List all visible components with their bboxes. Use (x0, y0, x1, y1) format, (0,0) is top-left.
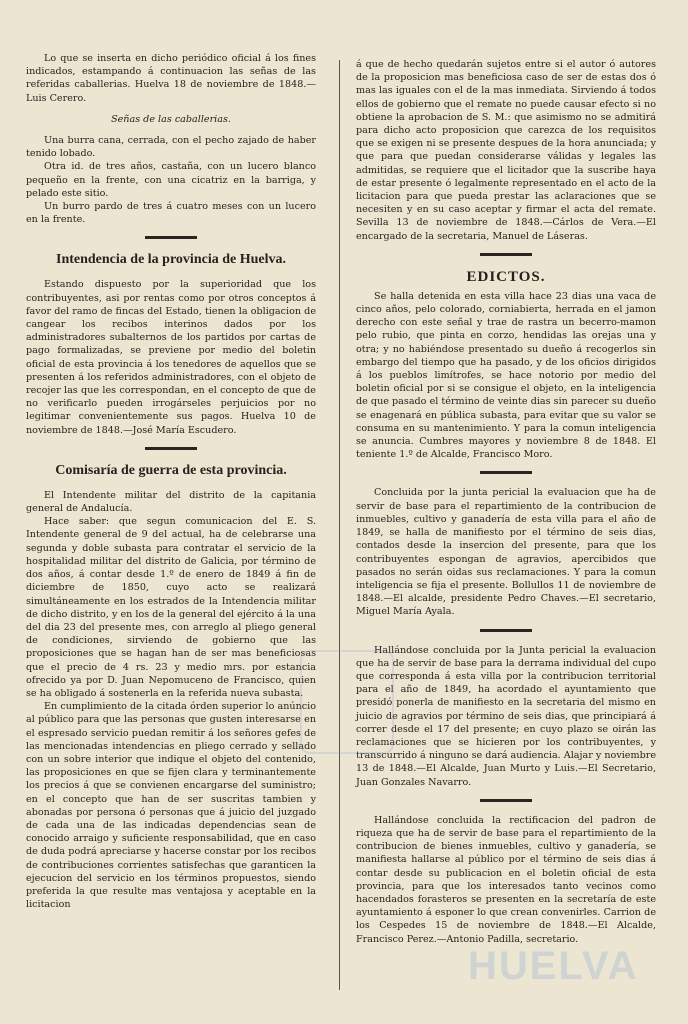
comisaria-heading: Comisaría de guerra de esta provincia. (55, 462, 287, 478)
intro-paragraph: Lo que se inserta en dicho periódico oficial á los fines indicados, estampando á continuacion las señas de las referidas caballerias. Huelva 18 de noviembre de 1848.—Luis Cerero. (26, 53, 316, 104)
watermark-text: HUELVA (468, 944, 639, 988)
section-divider (480, 629, 532, 632)
section-divider (480, 799, 532, 802)
continuation-paragraph: á que de hecho quedarán sujetos entre si el autor ó autores de la proposicion mas beneficiosa caso de ser de estas dos ó mas las iguales con el de la mas inmediata. Sirviendo á todos ellos de gobierno que el remate no puede causar efecto si no obtiene la aprobacion de S. M.: que asimismo no se admitirá para dicho acto proposicion que carezca de los requisitos que se exigen ni se presente despues de la hora anunciada; y que para que puedan considerarse válidas y legales las admitidas, se requiere que el licitador que la suscribe haya de estar presente ó legalmente representado en el acto de la licitacion para que pueda prestar las aclaraciones que se necesiten y en su caso aceptar y firmar el acta del remate. Sevilla 13 de noviembre de 1848.—Cárlos de Vera.—El encargado de la secretaria, Manuel de Láseras. (356, 59, 656, 242)
cumplimiento-notice: En cumplimiento de la citada órden superior lo anúncio al público para que las personas que gusten interesarse en el espresado servicio puedan remitir á los señores gefes de las mencionadas intendencias en pliego cerrado y sellado con un sobre interior que indique el objeto del contenido, las proposiciones en que se fijen clara y terminantemente los precios á que se convienen encargarse del suministro; en el concepto que han de ser suscritas tambien y abonadas por persona ó personas que á juicio del juzgado de cada una de las indicadas dependencias sean de conocido arraigo y suficiente responsabilidad, que en caso de duda podrá apreciarse y hacerse constar por los recibos de contribuciones corrientes satisfechas que garanticen la ejecucion del servicio en los términos propuestos, siendo preferida la que resulte mas ventajosa y aceptable en la licitacion (26, 701, 316, 911)
right-column (356, 58, 656, 946)
bollullos-edict: Concluida por la junta pericial la evaluacion que ha de servir de base para el repartimiento de la contribucion de inmuebles, cultivo y ganadería de esta villa para el año de 1849, se halla de manifiesto por el término de seis dias, contados desde la insercion del presente, para que los contribuyentes espongan de agravios, apercibidos que pasados no serán oidas sus reclamaciones. Y para la comun inteligencia se fija el presente. Bollullos 11 de noviembre de 1848.—El alcalde, presidente Pedro Chaves.—El secretario, Miguel María Ayala. (356, 487, 656, 618)
section-divider (145, 236, 197, 239)
watermark-seal (300, 650, 394, 754)
subasta-notice: Hace saber: que segun comunicacion del E. S. Intendente general de 9 del actual, ha de celebrarse una segunda y doble subasta para contratar el servicio de la hospitalidad militar del distrito de Galicia, por término de dos años, á contar desde 1.º de enero de 1849 á fin de diciembre de 1850, cuyo acto se realizará simultáneamente en los estrados de la Intendencia militar de dicho distrito, y en los de la general del ejército á la una del dia 23 del presente mes, con arreglo al pliego general de condiciones, sirviendo de gobierno que las proposiciones que se hagan han de ser mas beneficiosas que el precio de 4 rs. 23 y medio mrs. por estancia ofrecido ya por D. Juan Nepomuceno de Francisco, quien se ha obligado á sostenerla en la referida nueva subasta. (26, 516, 316, 699)
intendencia-notice: Estando dispuesto por la superioridad que los contribuyentes, asi por rentas como por otros conceptos á favor del ramo de fincas del Estado, tienen la obligacion de cangear los recibos interinos dados por los administradores subalternos de los partidos por cartas de pago formalizadas, se previene por medio del boletin oficial de esta provincia á los tenedores de aquellos que se presenten á los referidos administradores, con el objeto de recojer las que les correspondan, en el concepto de que de no verificarlo pueden irrogárseles perjuicios por no legitimar convenientemente sus pagos. Huelva 10 de noviembre de 1848.—José María Escudero. (26, 279, 316, 436)
carrion-edict: Hallándose concluida la rectificacion del padron de riqueza que ha de servir de base para el repartimiento de la contribucion de bienes inmuebles, cultivo y ganadería, se manifiesta hallarse al público por el término de seis dias á contar desde su publicacion en el boletin oficial de esta provincia, para que los interesados tanto vecinos como hacendados forasteros se presenten en la secretaría de este ayuntamiento á esponer lo que crean convenirles. Carrion de los Cespedes 15 de noviembre de 1848.—El Alcalde, Francisco Perez.—Antonio Padilla, secretario. (356, 814, 656, 945)
burro-description: Un burro pardo de tres á cuatro meses con un lucero en la frente. (26, 201, 316, 226)
senas-title: Señas de las caballerias. (111, 113, 231, 125)
edictos-heading: EDICTOS. (466, 268, 546, 285)
left-column (26, 52, 316, 911)
intendente-line: El Intendente militar del distrito de la capitania general de Andalucía. (26, 489, 316, 515)
column-rule (339, 60, 340, 990)
section-divider (480, 471, 532, 474)
otra-description: Otra id. de tres años, castaña, con un lucero blanco pequeño en la frente, con una cicatriz en la barriga, y pelado este sitio. (26, 161, 316, 199)
vaca-edict: Se halla detenida en esta villa hace 23 dias una vaca de cinco años, pelo colorado, corniabierta, herrada en el jamon derecho con este señal y trae de rastra un becerro-mamon pelo rubio, que pinta en corzo, hendidas las orejas una y otra; y no habiéndose presentado su dueño á recogerlos sin embargo del tiempo que ha pasado, y de los oficios dirigidos á los pueblos limítrofes, se hace notorio por medio del boletin oficial por si se consigue el objeto, en la inteligencia de que pasado el término de veinte dias sin parecer su dueño se enagenará en pública subasta, para evitar que su valor se consuma en su mantenimiento. Y para la comun inteligencia se anuncia. Cumbres mayores y noviembre 8 de 1848. El teniente 1.º de Alcalde, Francisco Moro. (356, 290, 656, 461)
section-divider (480, 253, 532, 256)
alajar-edict: Hallándose concluida por la Junta pericial la evaluacion que ha de servir de base para la derrama individual del cupo que corresponda á esta villa por la contribucion territorial para el año de 1849, ha acordado el ayuntamiento que presidó ponerla de manifiesto en la secretaria del mismo en juicio de agravios por término de seis dias, que principiará á correr desde el 17 del presente; en cuyo plazo se oirán las reclamaciones que se hicieren por los contribuyentes, y transcurrido á ninguno se dará audiencia. Alajar y noviembre 13 de 1848.—El Alcalde, Juan Murto y Luis.—El Secretario, Juan Gonzales Navarro. (356, 644, 656, 788)
intendencia-heading: Intendencia de la provincia de Huelva. (56, 252, 286, 268)
burra-description: Una burra cana, cerrada, con el pecho zajado de haber tenido lobado. (26, 135, 316, 160)
section-divider (145, 447, 197, 450)
